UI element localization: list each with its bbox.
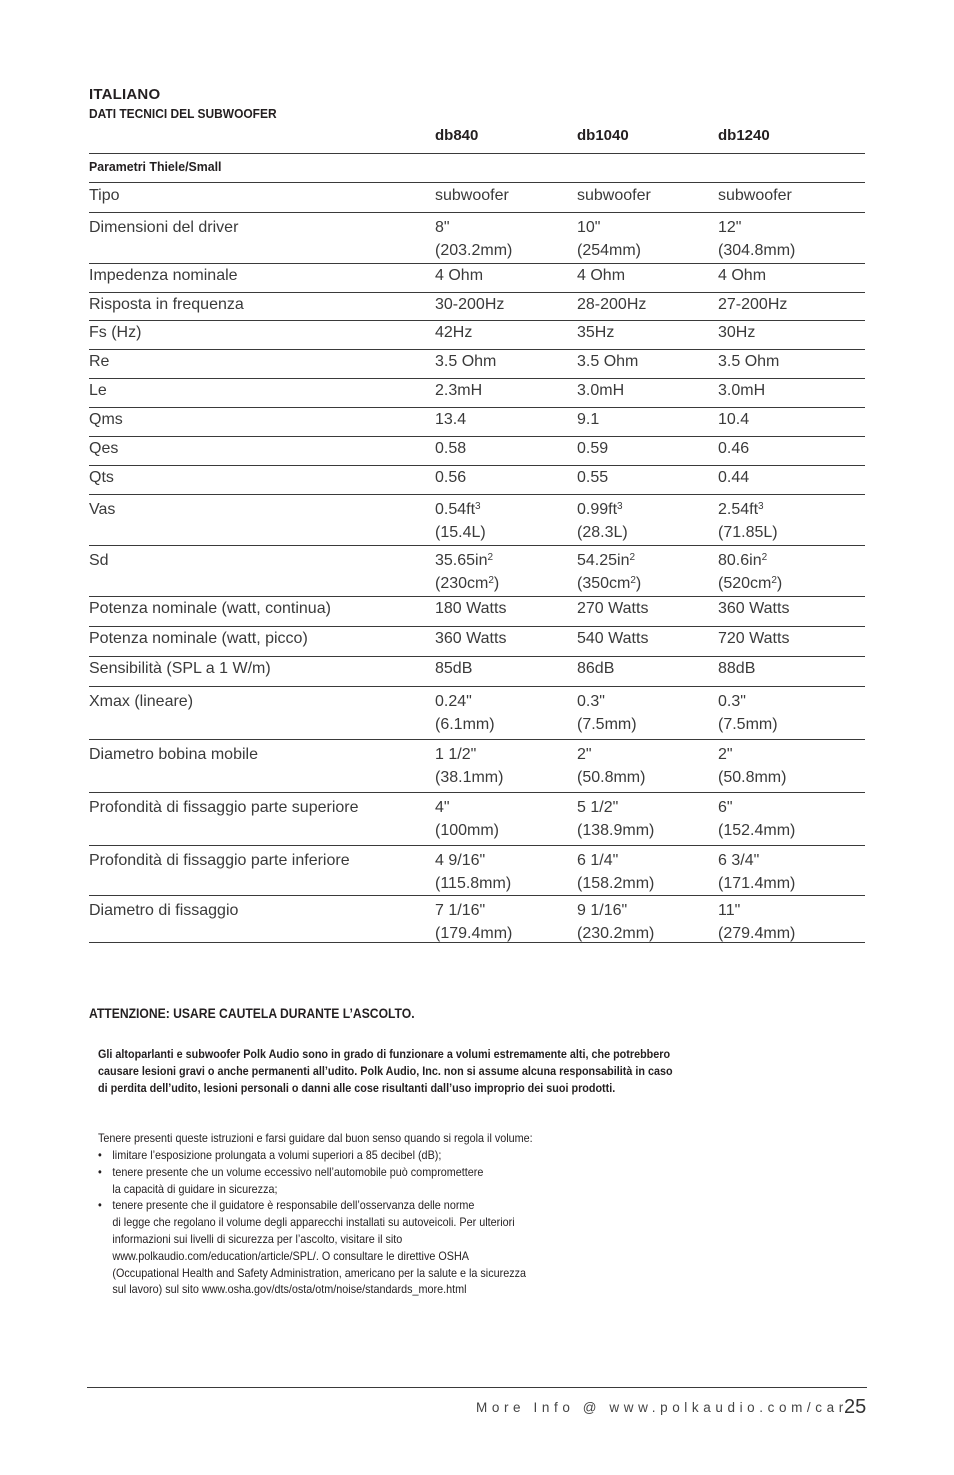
table-cell: 30Hz (718, 324, 756, 341)
table-cell: 10.4 (718, 411, 750, 428)
table-cell: (7.5mm) (718, 716, 778, 733)
column-header-db1240: db1240 (718, 127, 770, 144)
table-cell: 42Hz (435, 324, 473, 341)
row-divider (89, 626, 865, 627)
table-cell: 88dB (718, 660, 756, 677)
warning-bullet: • tenere presente che un volume eccessivo nell’automobile può compromettere la capacità di guidare in sicurezza; (98, 1164, 526, 1198)
row-label: Diametro di fissaggio (89, 902, 239, 919)
table-cell: subwoofer (435, 187, 509, 204)
table-cell: (152.4mm) (718, 822, 796, 839)
table-cell: 0.56 (435, 469, 467, 486)
table-cell: 2.3mH (435, 382, 483, 399)
table-cell: 2" (577, 746, 592, 763)
table-cell: 270 Watts (577, 600, 649, 617)
table-cell: 4 Ohm (435, 267, 484, 284)
table-cell: 0.24" (435, 693, 472, 710)
table-cell: (158.2mm) (577, 875, 655, 892)
table-cell: (304.8mm) (718, 242, 796, 259)
table-cell: subwoofer (577, 187, 651, 204)
row-label: Qes (89, 440, 119, 457)
row-label: Dimensioni del driver (89, 219, 239, 236)
column-header-db840: db840 (435, 127, 479, 144)
row-divider (89, 349, 865, 350)
table-cell: 30-200Hz (435, 296, 505, 313)
table-cell: $80.6in^2$ (718, 552, 768, 569)
row-label: Profondità di fissaggio parte inferiore (89, 852, 350, 869)
row-divider (89, 895, 865, 896)
table-cell: $0.54ft^3$ (435, 501, 481, 518)
table-cell: (71.85L) (718, 524, 778, 541)
table-cell: (6.1mm) (435, 716, 495, 733)
language-heading: ITALIANO (89, 86, 161, 103)
row-label: Impedenza nominale (89, 267, 238, 284)
table-cell: (50.8mm) (718, 769, 787, 786)
row-label: Risposta in frequenza (89, 296, 244, 313)
table-cell: 3.5 Ohm (435, 353, 497, 370)
table-cell: 360 Watts (718, 600, 790, 617)
table-cell: 3.0mH (718, 382, 766, 399)
table-cell: 6" (718, 799, 733, 816)
table-cell: 0.3" (718, 693, 746, 710)
row-divider (89, 792, 865, 793)
row-divider (89, 739, 865, 740)
row-label: Vas (89, 501, 116, 518)
table-cell: 3.0mH (577, 382, 625, 399)
footer-website: More Info @ www.polkaudio.com/car (476, 1400, 848, 1415)
table-cell: $0.99ft^3$ (577, 501, 623, 518)
row-divider (89, 436, 865, 437)
table-cell: 35Hz (577, 324, 615, 341)
table-cell: (279.4mm) (718, 925, 796, 942)
table-cell: 28-200Hz (577, 296, 647, 313)
table-cell: $(350cm^2)$ (577, 575, 642, 592)
table-cell: 27-200Hz (718, 296, 788, 313)
table-cell: 0.46 (718, 440, 750, 457)
row-divider (89, 656, 865, 657)
table-cell: 6 1/4" (577, 852, 619, 869)
table-cell: 1 1/2" (435, 746, 477, 763)
row-divider (89, 845, 865, 846)
table-cell: 5 1/2" (577, 799, 619, 816)
row-label: Re (89, 353, 110, 370)
row-divider (89, 596, 865, 597)
row-label: Sd (89, 552, 109, 569)
table-cell: 180 Watts (435, 600, 507, 617)
row-label: Potenza nominale (watt, picco) (89, 630, 308, 647)
table-cell: 3.5 Ohm (718, 353, 780, 370)
table-cell: 4 Ohm (577, 267, 626, 284)
table-cell: 7 1/16" (435, 902, 486, 919)
row-label: Tipo (89, 187, 120, 204)
row-label: Profondità di fissaggio parte superiore (89, 799, 359, 816)
table-cell: 11" (718, 902, 741, 919)
table-cell: 4 9/16" (435, 852, 486, 869)
row-divider (89, 320, 865, 321)
row-label: Le (89, 382, 107, 399)
table-cell: (100mm) (435, 822, 500, 839)
row-label: Qts (89, 469, 114, 486)
table-cell: (15.4L) (435, 524, 486, 541)
row-label: Potenza nominale (watt, continua) (89, 600, 331, 617)
section-divider (89, 182, 865, 183)
table-cell: (28.3L) (577, 524, 628, 541)
row-divider (89, 545, 865, 546)
table-cell: (171.4mm) (718, 875, 796, 892)
warning-bullet-list (98, 1147, 526, 1298)
table-cell: 0.44 (718, 469, 750, 486)
table-top-rule (89, 153, 865, 154)
row-label: Sensibilità (SPL a 1 W/m) (89, 660, 271, 677)
table-cell: 8" (435, 219, 450, 236)
row-divider (89, 263, 865, 264)
row-label: Fs (Hz) (89, 324, 142, 341)
warning-intro: Tenere presenti queste istruzioni e farsi guidare dal buon senso quando si regola il volume: (98, 1131, 533, 1145)
row-divider (89, 942, 865, 943)
row-divider (89, 378, 865, 379)
row-label: Diametro bobina mobile (89, 746, 258, 763)
table-cell: 4" (435, 799, 450, 816)
row-label: Xmax (lineare) (89, 693, 194, 710)
table-cell: (179.4mm) (435, 925, 513, 942)
row-divider (89, 686, 865, 687)
warning-bullet: • tenere presente che il guidatore è responsabile dell’osservanza delle norme di legge che regolano il volume degli apparecchi installati su autoveicoli. Per ulteriori informazioni sui livelli di sicurezza per l’ascolto, visitare il sito www.polkaudio.com/education/article/SPL/. O consultare le direttive OSHA (Occupational Health and Safety Administration, americano per la salute e la sicurezza sul lavoro) sul sito www.osha.gov/dts/osta/otm/noise/standards_more.html (98, 1197, 526, 1298)
table-cell: 4 Ohm (718, 267, 767, 284)
table-cell: $(230cm^2)$ (435, 575, 500, 592)
table-cell: 10" (577, 219, 601, 236)
table-cell: 0.58 (435, 440, 467, 457)
row-divider (89, 407, 865, 408)
table-cell: subwoofer (718, 187, 792, 204)
table-cell: (254mm) (577, 242, 642, 259)
warning-title: ATTENZIONE: USARE CAUTELA DURANTE L’ASCOLTO. (89, 1006, 415, 1021)
table-cell: 0.59 (577, 440, 609, 457)
table-cell: 9.1 (577, 411, 600, 428)
row-divider (89, 494, 865, 495)
table-cell: 720 Watts (718, 630, 790, 647)
table-cell: $2.54ft^3$ (718, 501, 764, 518)
row-divider (89, 292, 865, 293)
table-cell: (50.8mm) (577, 769, 646, 786)
warning-body: Gli altoparlanti e subwoofer Polk Audio sono in grado di funzionare a volumi estremamente alti, che potrebbero causare lesioni gravi o anche permanenti all’udito. Polk Audio, Inc. non si assume alcuna responsabilità in caso di perdita dell’udito, lesioni personali o danni alle cose risultanti dall’uso improprio dei suoi prodotti. (98, 1047, 673, 1095)
footer-divider (87, 1387, 867, 1388)
table-cell: 9 1/16" (577, 902, 628, 919)
table-cell: $(520cm^2)$ (718, 575, 783, 592)
table-cell: 86dB (577, 660, 615, 677)
page-number: 25 (844, 1396, 867, 1418)
table-cell: 2" (718, 746, 733, 763)
warning-bullet: • limitare l’esposizione prolungata a volumi superiori a 85 decibel (dB); (98, 1147, 526, 1164)
table-cell: (38.1mm) (435, 769, 504, 786)
table-cell: 0.3" (577, 693, 605, 710)
table-cell: (203.2mm) (435, 242, 513, 259)
table-cell: 360 Watts (435, 630, 507, 647)
table-cell: 12" (718, 219, 742, 236)
row-label: Qms (89, 411, 123, 428)
table-cell: $54.25in^2$ (577, 552, 636, 569)
table-cell: (138.9mm) (577, 822, 655, 839)
table-cell: $35.65in^2$ (435, 552, 494, 569)
table-cell: 540 Watts (577, 630, 649, 647)
table-cell: (115.8mm) (435, 875, 512, 892)
table-section-label: Parametri Thiele/Small (89, 159, 222, 174)
column-header-db1040: db1040 (577, 127, 629, 144)
table-cell: (230.2mm) (577, 925, 655, 942)
table-cell: 85dB (435, 660, 473, 677)
table-cell: (7.5mm) (577, 716, 637, 733)
section-subtitle: DATI TECNICI DEL SUBWOOFER (89, 106, 277, 121)
table-cell: 3.5 Ohm (577, 353, 639, 370)
row-divider (89, 465, 865, 466)
table-cell: 13.4 (435, 411, 467, 428)
table-cell: 0.55 (577, 469, 609, 486)
row-divider (89, 212, 865, 213)
table-cell: 6 3/4" (718, 852, 760, 869)
